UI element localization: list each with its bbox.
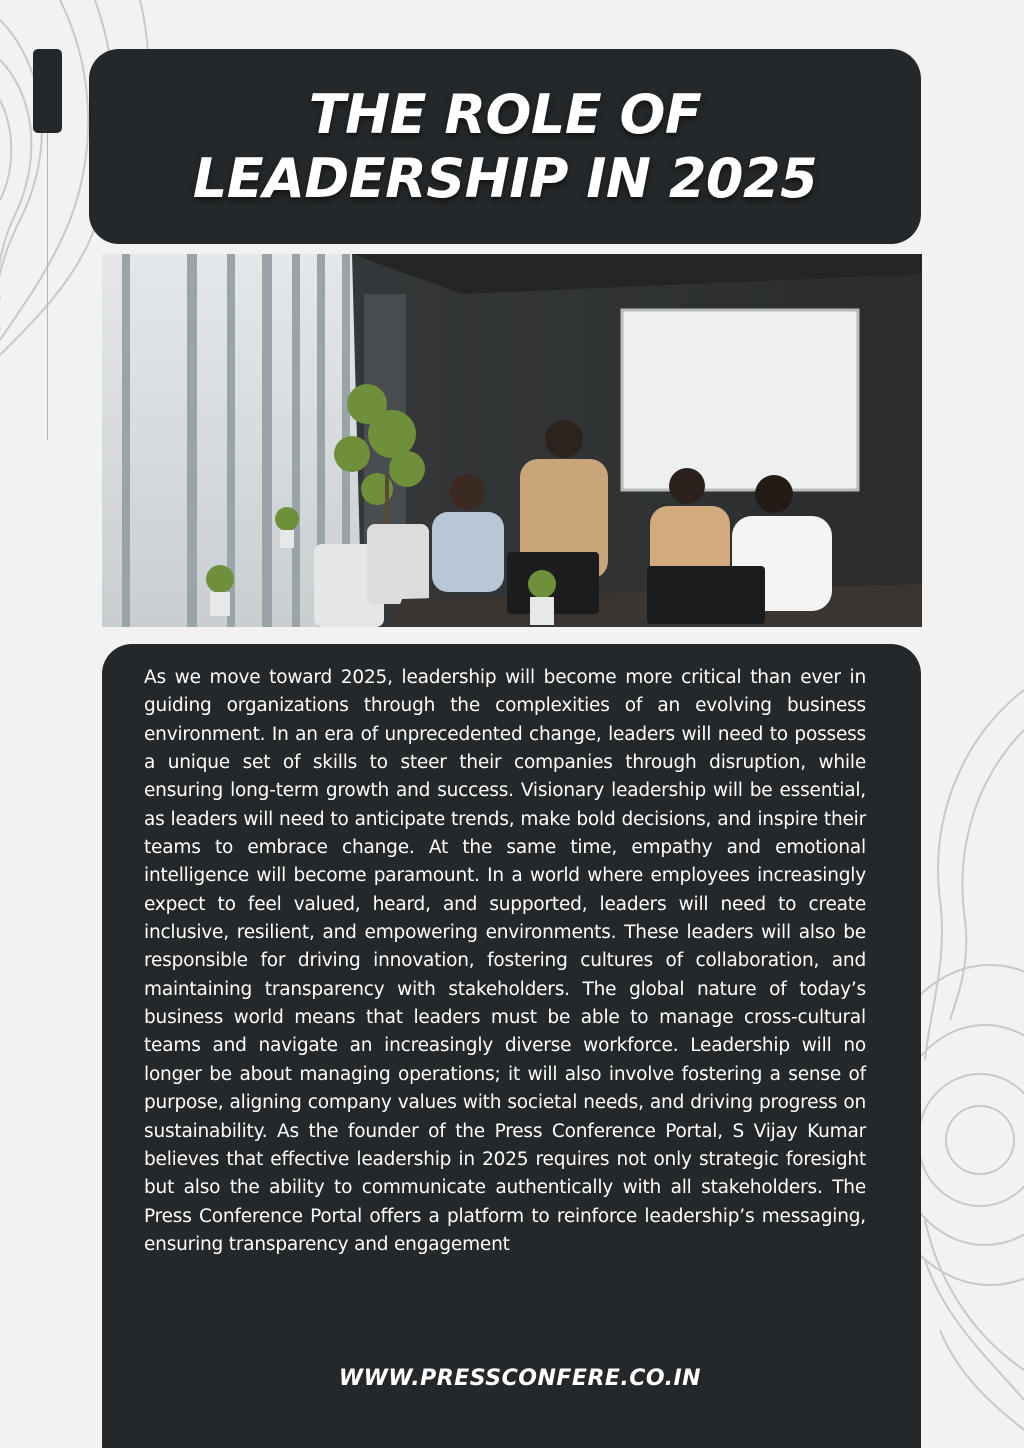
left-accent-bar: [33, 49, 62, 133]
page-title: THE ROLE OF LEADERSHIP IN 2025: [192, 82, 818, 210]
title-panel: [89, 49, 921, 244]
left-accent-line: [47, 133, 48, 440]
office-meeting-photo: [102, 254, 922, 627]
website-link[interactable]: WWW.PRESSCONFERE.CO.IN: [338, 1366, 702, 1391]
article-body: As we move toward 2025, leadership will become more critical than ever in guiding organizations through the complexities of an evolving business environment. In an era of unprecedented change, leaders will need to possess a unique set of skills to steer their companies through disruption, while ensuring long-term growth and success. Visionary leadership will be essential, as leaders will need to anticipate trends, make bold decisions, and inspire their teams to embrace change. At the same time, empathy and emotional intelligence will become paramount. In a world where employees increasingly expect to feel valued, heard, and supported, leaders will need to create inclusive, resilient, and empowering environments. These leaders will also be responsible for driving innovation, fostering cultures of collaboration, and maintaining transparency with stakeholders. The global nature of today’s business world means that leaders must be able to manage cross-cultural teams and navigate an increasingly diverse workforce. Leadership will no longer be about managing operations; it will also involve fostering a sense of purpose, aligning company values with societal needs, and driving progress on sustainability. As the founder of the Press Conference Portal, S Vijay Kumar believes that effective leadership in 2025 requires not only strategic foresight but also the ability to communicate authentically with all stakeholders. The Press Conference Portal offers a platform to reinforce leadership’s messaging, ensuring transparency and engagement: [144, 667, 866, 1255]
content-panel: [102, 644, 921, 1448]
